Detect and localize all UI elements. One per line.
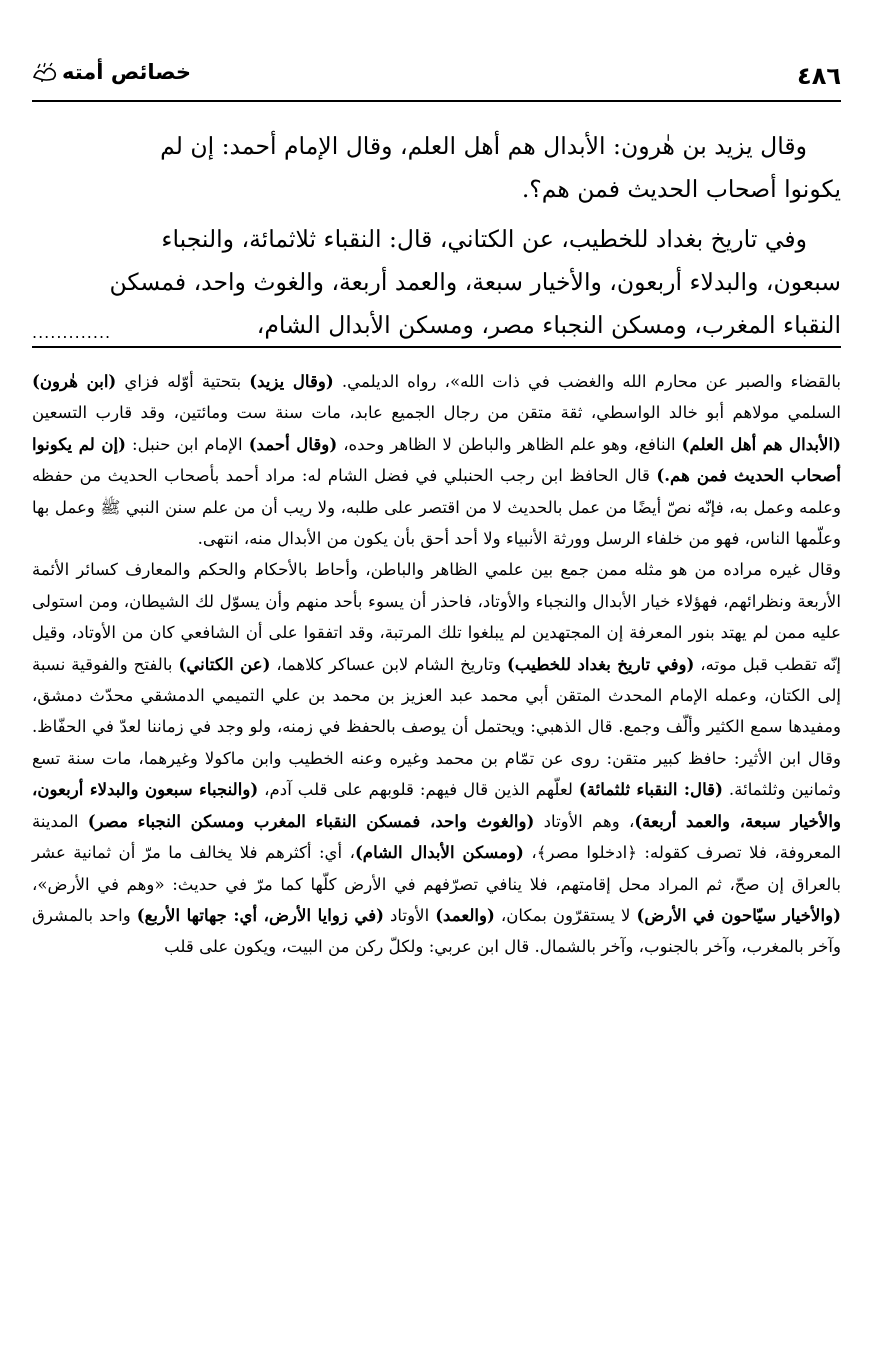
commentary-segment: الإمام ابن حنبل: (125, 434, 249, 454)
main-text-segment: يزيد بن هٰرون: الأبدال هم أهل العلم، وقال الإمام أحمد: إن لم (160, 132, 753, 160)
main-text-segment: وفي تاريخ بغداد للخطيب، عن الكتاني، قال: النقباء ثلاثمائة، والنجباء (161, 225, 807, 253)
page-header (32, 58, 841, 98)
commentary-quote: (الأبدال هم أهل العلم) (681, 433, 841, 454)
commentary-quote: (ومسكن الأبدال الشام) (354, 842, 524, 863)
commentary-quote: (إن لم يكونوا أصحاب الحديث فمن هم.) (32, 433, 842, 486)
commentary-quote: (في زوايا الأرض، أي: جهاتها الأربع) (136, 904, 385, 925)
main-paragraph-1 (32, 125, 841, 168)
commentary-quote: (وفي تاريخ بغداد للخطيب) (507, 653, 695, 674)
commentary-segment: قال الحافظ ابن رجب الحنبلي في فضل الشام له: مراد أحمد بأصحاب الحديث من حفظه وعلمه وعمل به، فإنّه نصّ أيضًا من عمل بالحديث لا من اقتصر على طلبه، ولا ريب أن من علم سنن النبي ﷺ وعمل بها وعلّمها الناس، فهو من خلفاء الرسل وورثة الأنبياء ولا أحد أحق بأن يكون من الأبدال منه، انتهى. (32, 466, 841, 549)
commentary-quote: (وقال أحمد) (248, 433, 338, 454)
header-rule (32, 100, 841, 102)
commentary-segment: لعلّهم الذين قال فيهم: قلوبهم على قلب آدم، (258, 780, 579, 800)
commentary-segment: ، أي: أكثرهم فلا يخالف ما مرّ أن ثمانية عشر بالعراق إن صحّ، ثم المراد محل إقامتهم، فلا ينافي تصرّفهم في الأرض كلّها كما مرّ في حديث: «وهم في الأرض»، (32, 843, 841, 894)
page-number: ٤٨٦ (797, 62, 841, 90)
commentary-segment: بتحتية أوّله فزاي (116, 372, 250, 391)
main-text-segment: سبعون، والبدلاء أربعون، والأخيار سبعة، والعمد أربعة، والغوث واحد، فمسكن (109, 268, 841, 296)
salawat-ligature-icon (32, 61, 58, 83)
running-title (32, 60, 191, 84)
main-text-segment: وقال (752, 132, 807, 160)
commentary-quote: (عن الكتاني) (178, 653, 271, 674)
commentary-quote: (والنجباء سبعون والبدلاء أربعون، والأخيار سبعة، والعمد أربعة) (32, 779, 841, 831)
commentary-quote: (والعمد) (435, 904, 495, 925)
commentary-segment: الأوتاد (384, 905, 436, 925)
main-paragraph-2 (32, 218, 841, 261)
commentary-segment: بالفتح والفوقية نسبة إلى الكتان، وعمله الإمام المحدث المتقن أبي محمد عبد العزيز بن محمد بن علي التميمي الدمشقي محدّث دمشق، ومفيدها سمع الكثير وألّف وجمع. قال الذهبي: ويحتمل أن يوصف بالحفظ في زمنه، ولو وجد في زماننا لعدّ في الحفّاظ. وقال ابن الأثير: حافظ كبير متقن: روى عن تمّام بن محمد وغيره وعنه الخطيب وابن ماكولا وغيرهما، مات سنة تسع وثمانين وثلثمائة. (32, 654, 841, 800)
main-paragraph-2-line-2 (32, 261, 841, 304)
commentary-segment: وتاريخ الشام لابن عساكر كلاهما، (270, 654, 508, 674)
commentary-quote: (والأخيار سيّاحون في الأرض) (636, 904, 841, 925)
main-text (32, 125, 841, 347)
main-paragraph-2-line-3 (32, 304, 841, 347)
commentary-quote: (ابن هٰرون) (32, 371, 117, 391)
commentary-quote: (وقال يزيد) (249, 371, 334, 391)
commentary-segment: ، وهم الأوتاد (534, 811, 635, 831)
commentary-segment: النافع، وهو علم الظاهر والباطن لا الظاهر وحده، (337, 434, 682, 454)
commentary-segment: المدينة المعروفة، فلا تصرف كقوله: ﴿ادخلوا مصر﴾، (32, 811, 842, 863)
main-paragraph-1-end (32, 168, 841, 211)
footnote-separator (32, 346, 841, 348)
commentary-segment: لا يستقرّون بمكان، (494, 905, 637, 925)
commentary-segment: واحد بالمشرق وآخر بالمغرب، وآخر بالجنوب، وآخر بالشمال. قال ابن عربي: ولكلّ ركن من البيت، ويكون على قلب (32, 905, 841, 957)
main-text-segment: النقباء المغرب، ومسكن النجباء مصر، ومسكن الأبدال الشام، (256, 311, 841, 339)
main-text-segment: يكونوا أصحاب الحديث فمن هم؟. (521, 175, 841, 203)
running-title-text: خصائص أمته (62, 60, 192, 84)
commentary-text (32, 366, 841, 963)
commentary-segment: وقال غيره مراده من هو مثله ممن جمع بين علمي الظاهر والباطن، وأحاط بالأحكام والحكم والمعارف كسائر الأئمة الأربعة ونظرائهم، فهؤلاء خيار الأبدال والنجباء والأوتاد، فاحذر أن يسوء بأحد منهم وأن يسوّل لك الشيطان، ومن استولى عليه ممن لم يهتد بنور المعرفة إن المجتهدين لم يبلغوا تلك المرتبة، وقد اتفقوا على أن الشافعي كان من الأوتاد، وقيل إنّه تقطب قبل موته، (32, 560, 842, 674)
continuation-dots: ............. (32, 323, 112, 342)
commentary-quote: (قال: النقباء ثلثمائة) (578, 779, 723, 800)
commentary-segment: السلمي مولاهم أبو خالد الواسطي، ثقة متقن من رجال الجميع عابد، مات سنة ست ومائتين، وقد قارب التسعين (32, 403, 841, 423)
commentary-quote: (والغوث واحد، فمسكن النقباء المغرب ومسكن النجباء مصر) (87, 810, 535, 831)
commentary-segment: بالقضاء والصبر عن محارم الله والغضب في ذات الله»، رواه الديلمي. (333, 372, 842, 391)
